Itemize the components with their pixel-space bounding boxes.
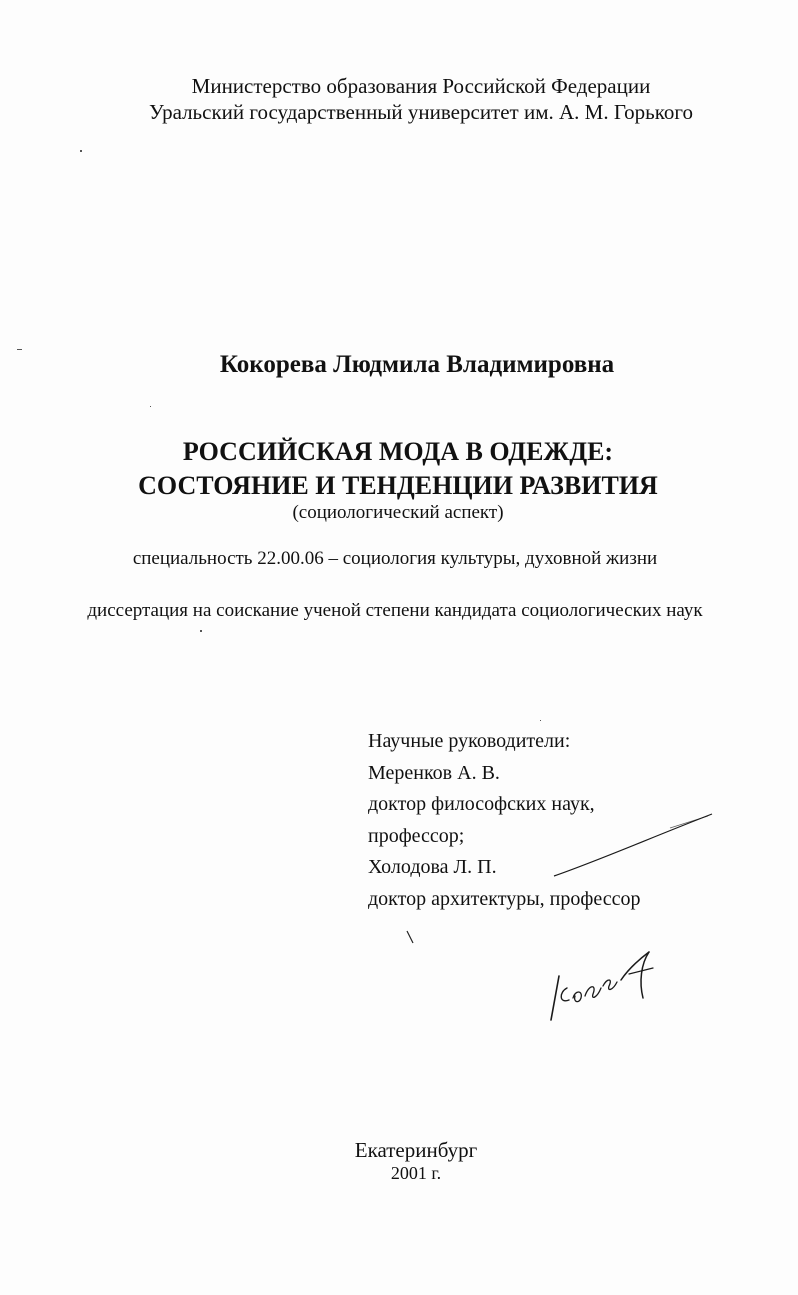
author-name: Кокорева Людмила Владимировна [219,351,615,378]
scan-speck [150,406,151,407]
specialty-line: специальность 22.00.06 – социология культуры, духовной жизни [132,548,658,569]
advisor-2-name: Холодова Л. П. [368,856,497,878]
scan-speck [200,630,202,632]
scan-speck [80,150,82,152]
handwritten-signature-icon [545,948,675,1028]
scan-speck [17,349,22,350]
dissertation-subtitle: (социологический аспект) [292,502,504,523]
advisor-1-degree: доктор философских наук, [368,793,595,815]
ministry-heading: Министерство образования Российской Федерации [191,74,651,98]
pen-stroke-icon [550,808,715,883]
advisor-1-name: Меренков А. В. [368,761,500,784]
tick-mark-icon [405,930,415,944]
dissertation-title-line-1: РОССИЙСКАЯ МОДА В ОДЕЖДЕ: [182,437,614,466]
advisors-heading: Научные руководители: [368,730,571,752]
scan-speck [540,720,541,721]
year: 2001 г. [390,1163,442,1183]
degree-line: диссертация на соискание ученой степени кандидата социологических наук [87,600,703,621]
university-heading: Уральский государственный университет им. А. М. Горького [149,100,693,124]
city: Екатеринбург [354,1138,478,1162]
advisor-2-degree: доктор архитектуры, профессор [368,887,641,910]
dissertation-title-line-2: СОСТОЯНИЕ И ТЕНДЕНЦИИ РАЗВИТИЯ [138,471,658,500]
advisor-1-title: профессор; [368,824,465,847]
